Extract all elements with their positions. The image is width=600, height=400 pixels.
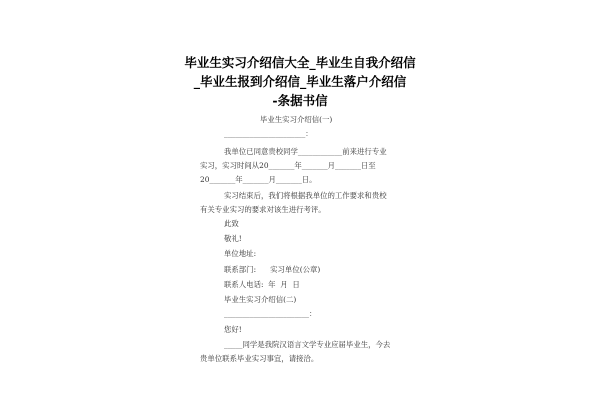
letter1-body-line-3: 20_______年_______月_______日。 (200, 175, 317, 184)
letter1-body-line-5: 有关专业实习的要求对该生进行考评。 (200, 205, 326, 214)
document-title-line-2: _毕业生报到介绍信_毕业生落户介绍信 (193, 74, 407, 89)
letter1-unit-address: 单位地址: (224, 249, 257, 258)
letter1-addressee: ______________________： (224, 129, 313, 138)
letter1-closing-2: 敬礼! (224, 234, 242, 243)
letter2-greeting: 您好! (224, 325, 242, 334)
letter1-body-line-1: 我单位已同意贵校同学____________前来进行专业 (224, 147, 387, 156)
letter1-body-line-4: 实习结束后，我们将根据我单位的工作要求和贵校 (224, 191, 387, 200)
letter1-contact-dept: 联系部门: 实习单位(公章) (224, 265, 321, 274)
document-title-line-1: 毕业生实习介绍信大全_毕业生自我介绍信 (184, 55, 416, 70)
letter2-heading: 毕业生实习介绍信(二) (224, 295, 297, 304)
letter2-addressee: _______________________： (224, 309, 317, 318)
letter1-heading: 毕业生实习介绍信(一) (260, 115, 333, 124)
letter2-body-line-2: 贵单位联系毕业实习事宜，请接洽。 (200, 354, 319, 363)
document-title-line-3: -条据书信 (272, 93, 328, 108)
letter1-body-line-2: 实习，实习时间从20_______年_______月_______日至 (200, 161, 376, 170)
letter1-contact-phone: 联系人电话: 年 月 日 (224, 280, 300, 289)
letter1-closing-1: 此致 (224, 219, 239, 228)
letter2-body-line-1: _____同学是我院汉语言文学专业应届毕业生，今去 (224, 340, 391, 349)
